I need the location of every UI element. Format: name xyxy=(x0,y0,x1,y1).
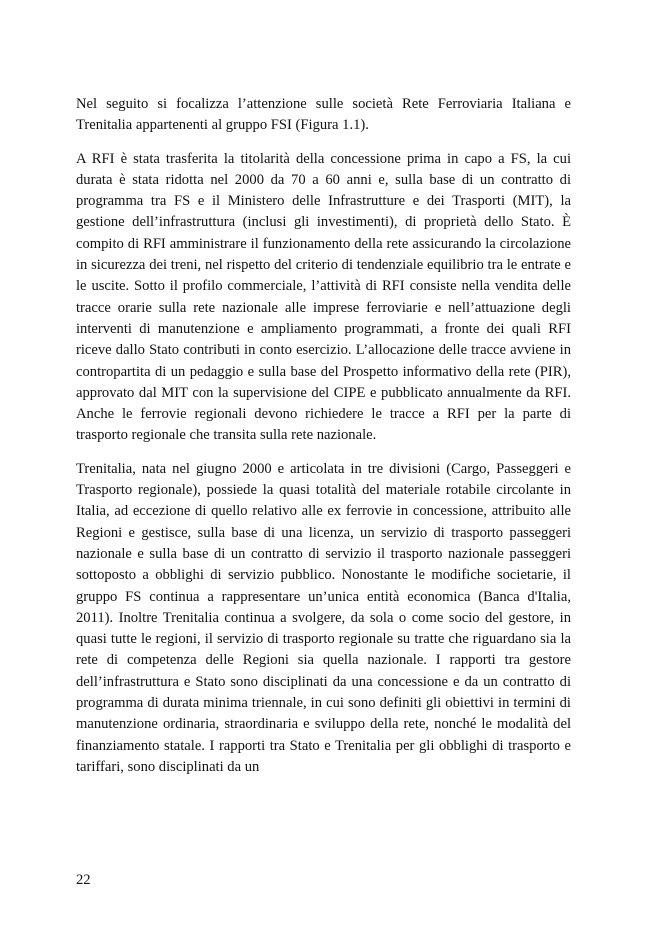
paragraph-trenitalia: Trenitalia, nata nel giugno 2000 e articolata in tre divisioni (Cargo, Passeggeri e Trasporto regionale), possiede la quasi totalità del materiale rotabile circolante in Italia, ad eccezione di quello relativo alle ex ferrovie in concessione, attribuito alle Regioni e gestisce, sulla base di una licenza, un servizio di trasporto passeggeri nazionale e sulla base di un contratto di servizio il trasporto nazionale passeggeri sottoposto a obblighi di servizio pubblico. Nonostante le modifiche societarie, il gruppo FS continua a rappresentare un’unica entità economica (Banca d'Italia, 2011). Inoltre Trenitalia continua a svolgere, da sola o come socio del gestore, in quasi tutte le regioni, il servizio di trasporto regionale su tratte che riguardano sia la rete di competenza delle Regioni sia quella nazionale. I rapporti tra gestore dell’infrastruttura e Stato sono disciplinati da una concessione e da un contratto di programma di durata minima triennale, in cui sono definiti gli obiettivi in termini di manutenzione ordinaria, straordinaria e sviluppo della rete, nonché le modalità del finanziamento statale. I rapporti tra Stato e Trenitalia per gli obblighi di trasporto e tariffari, sono disciplinati da un xyxy=(76,460,571,775)
paragraph-rfi: A RFI è stata trasferita la titolarità della concessione prima in capo a FS, la cui durata è stata ridotta nel 2000 da 70 a 60 anni e, sulla base di un contratto di programma tra FS e il Ministero delle Infrastrutture e dei Trasporti (MIT), la gestione dell’infrastruttura (inclusi gli investimenti), di proprietà dello Stato. È compito di RFI amministrare il funzionamento della rete assicurando la circolazione in sicurezza dei treni, nel rispetto del criterio di tendenziale equilibrio tra le entrate e le uscite. Sotto il profilo commerciale, l’attività di RFI consiste nella vendita delle tracce orarie sulla rete nazionale alle imprese ferroviarie e nell’attuazione degli interventi di manutenzione e ampliamento programmati, a fronte dei quali RFI riceve dallo Stato contributi in conto esercizio. L’allocazione delle tracce avviene in contropartita di un pedaggio e sulla base del Prospetto informativo della rete (PIR), approvato dal MIT con la supervisione del CIPE e pubblicato annualmente da RFI. Anche le ferrovie regionali devono richiedere le tracce a RFI per la parte di trasporto regionale che transita sulla rete nazionale. xyxy=(76,150,571,444)
paragraph-intro: Nel seguito si focalizza l’attenzione sulle società Rete Ferroviaria Italiana e Trenitalia appartenenti al gruppo FSI (Figura 1.1). xyxy=(76,96,571,134)
page-number: 22 xyxy=(76,872,91,888)
body-text xyxy=(76,94,571,778)
